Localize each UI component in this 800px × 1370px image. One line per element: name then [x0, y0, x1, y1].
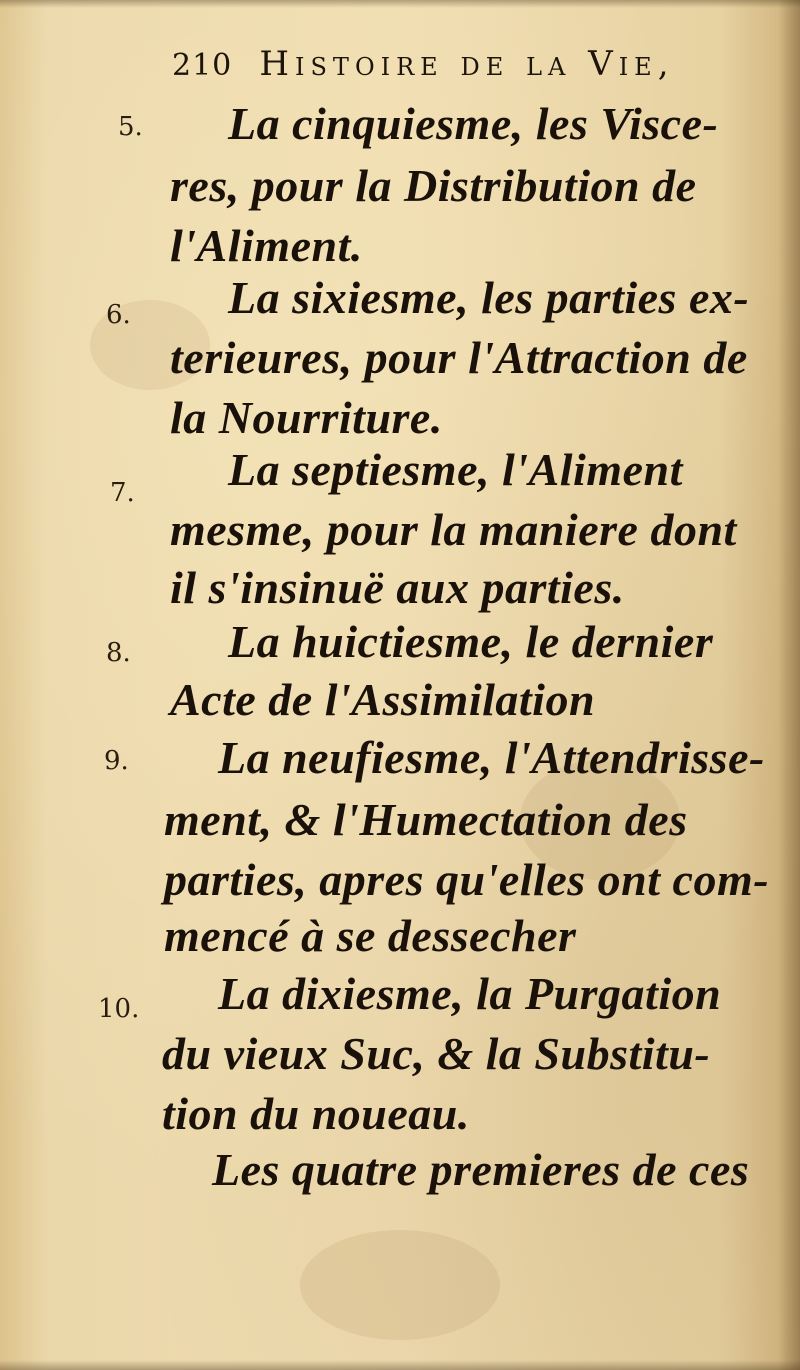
- text-line: ment, & l'Humectation des: [164, 794, 688, 845]
- text-line: il s'insinuë aux parties.: [170, 562, 625, 613]
- text-line: La huictiesme, le dernier: [228, 616, 714, 667]
- running-header: [172, 44, 772, 94]
- text-line: La neufiesme, l'Attendrisse-: [218, 732, 765, 783]
- text-line: du vieux Suc, & la Substitu-: [162, 1028, 711, 1079]
- text-line: mesme, pour la maniere dont: [170, 504, 737, 555]
- page-edge-top: [0, 0, 800, 8]
- text-line: terieures, pour l'Attraction de: [170, 332, 748, 383]
- text-line: parties, apres qu'elles ont com-: [164, 854, 770, 905]
- margin-number: 6.: [106, 300, 131, 330]
- text-line: mencé à se dessecher: [164, 910, 577, 961]
- text-line: La dixiesme, la Purgation: [218, 968, 722, 1019]
- text-line: La sixiesme, les parties ex-: [228, 272, 750, 323]
- margin-number: 10.: [98, 994, 140, 1024]
- closing-text-line: Les quatre premieres de ces: [212, 1144, 750, 1195]
- text-line: La cinquiesme, les Visce-: [228, 98, 719, 149]
- paper-stain: [300, 1230, 500, 1340]
- text-line: Acte de l'Assimilation: [170, 674, 596, 725]
- margin-number: 7.: [110, 478, 135, 508]
- text-line: la Nourriture.: [170, 392, 443, 443]
- text-line: res, pour la Distribution de: [170, 160, 697, 211]
- text-line: La septiesme, l'Aliment: [228, 444, 683, 495]
- running-title: Histoire de la Vie,: [259, 44, 675, 84]
- page-edge-bottom: [0, 1360, 800, 1370]
- text-line: l'Aliment.: [170, 220, 363, 271]
- text-line: tion du noueau.: [162, 1088, 470, 1139]
- page-edge-right: [778, 0, 800, 1370]
- margin-number: 5.: [118, 112, 143, 142]
- page-number: 210: [172, 48, 233, 83]
- margin-number: 8.: [106, 638, 131, 668]
- margin-number: 9.: [104, 746, 129, 776]
